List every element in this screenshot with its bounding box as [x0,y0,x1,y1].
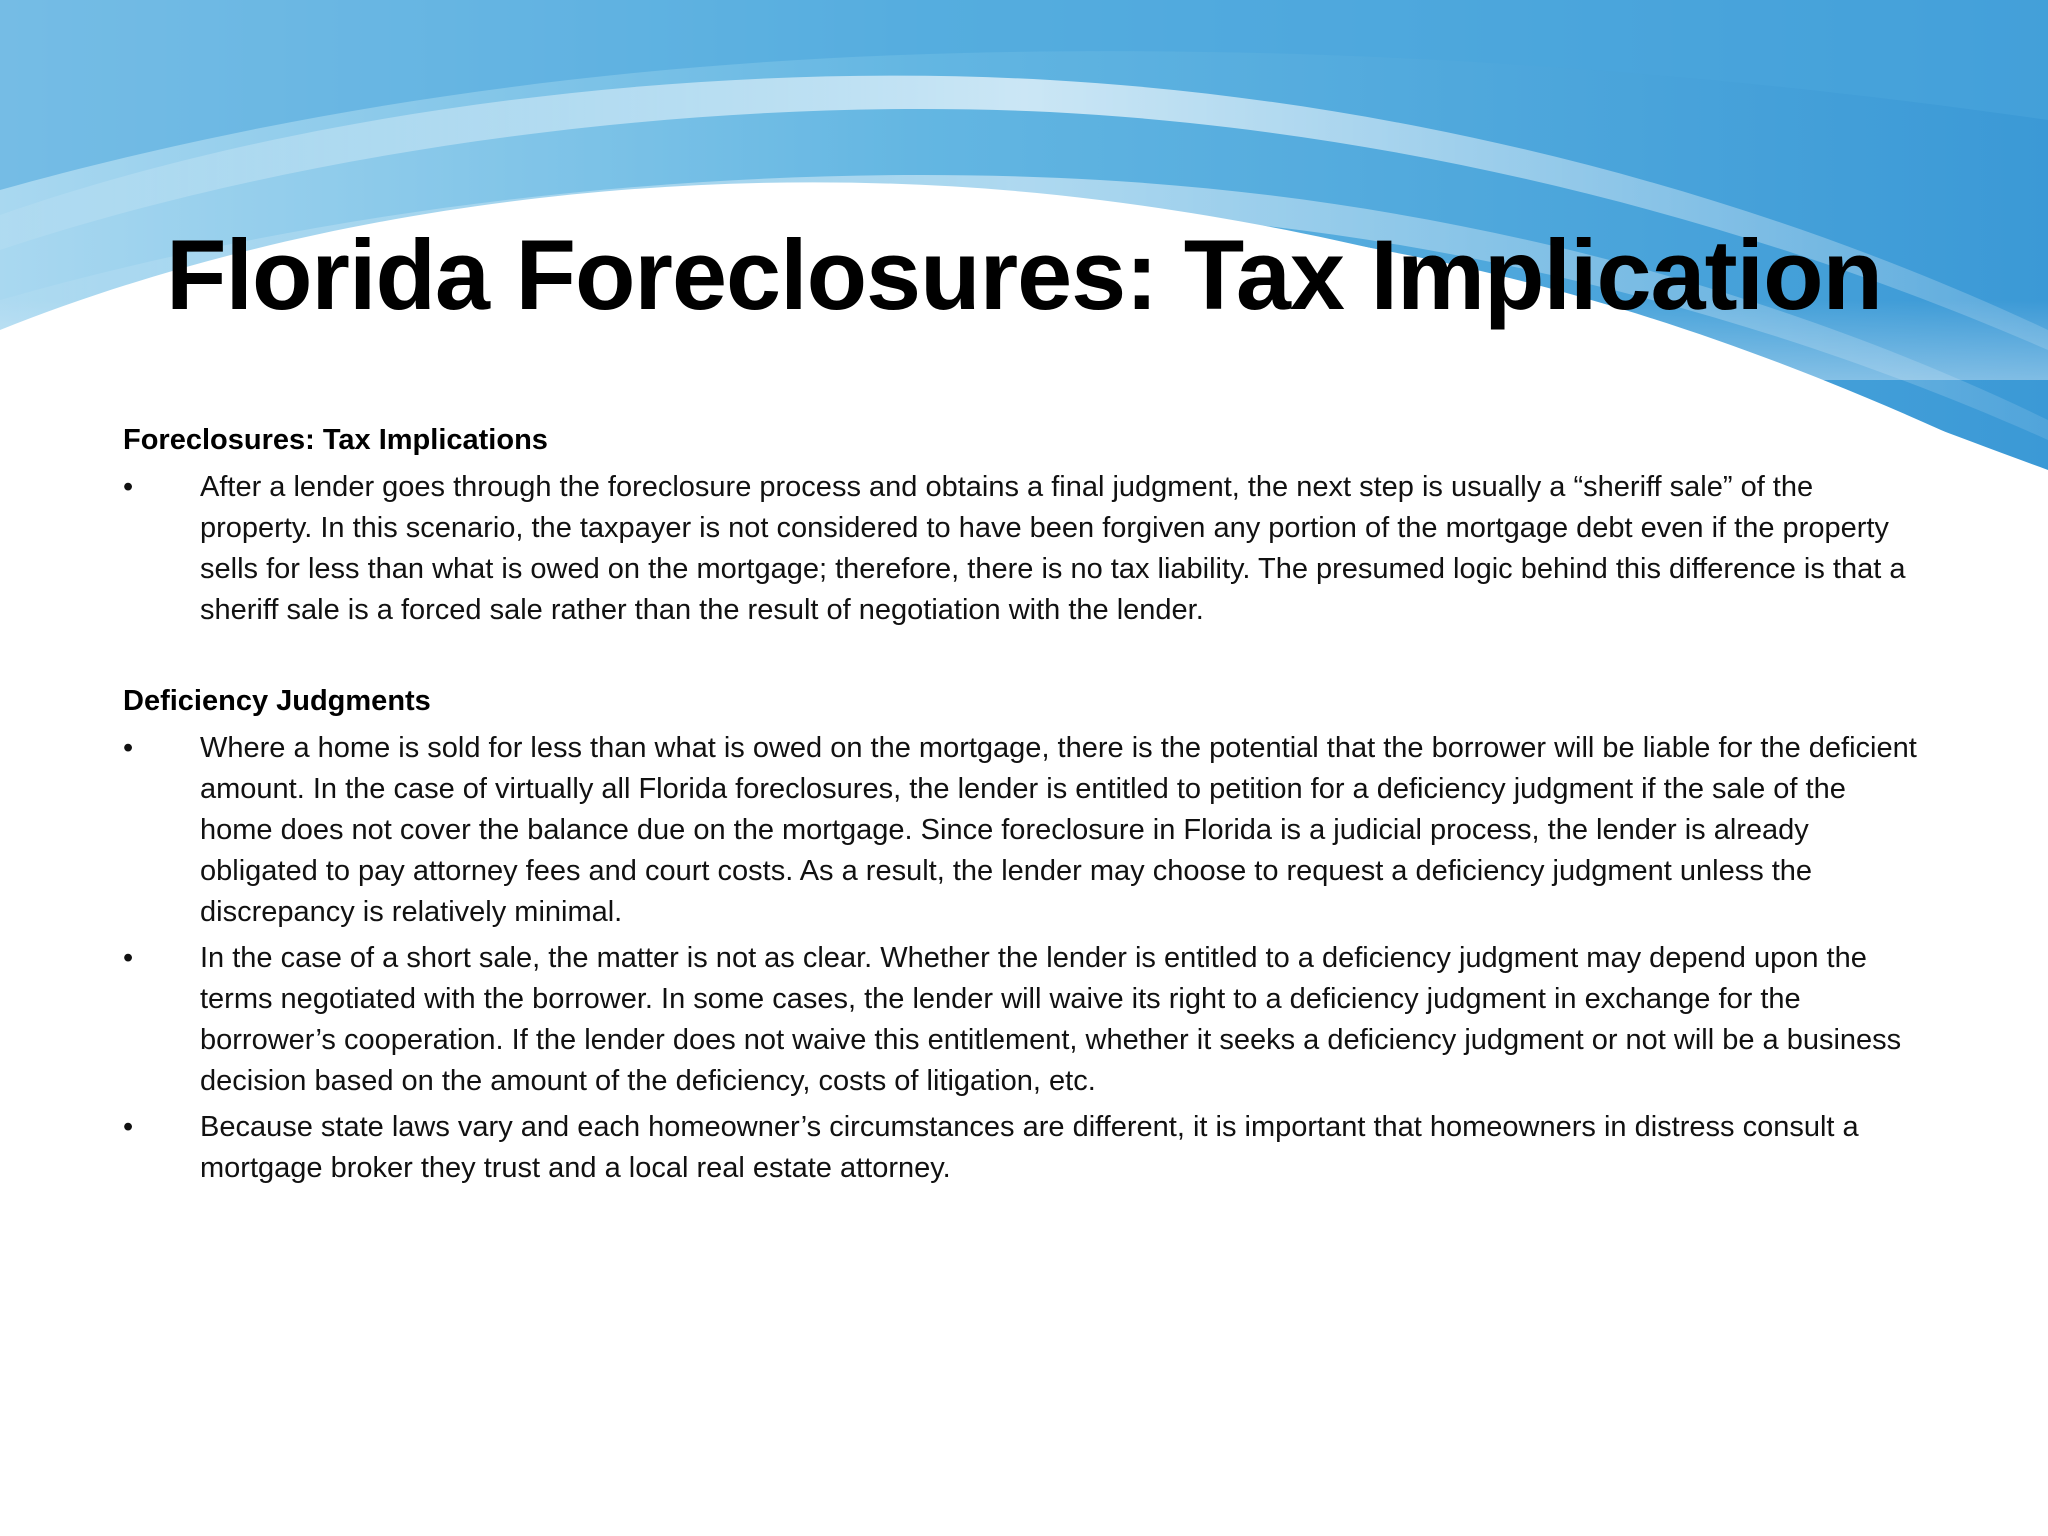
bullet-item [123,467,1923,631]
bullet-text: Because state laws vary and each homeowner’s circumstances are different, it is important that homeowners in distress consult a mortgage broker they trust and a local real estate attorney. [200,1111,1859,1184]
section-heading: Deficiency Judgments [123,685,431,717]
section-deficiency-judgments [123,679,1923,1189]
bullet-list [123,467,1923,631]
bullet-dot-icon: • [123,1111,134,1143]
bullet-text: In the case of a short sale, the matter is not as clear. Whether the lender is entitled to a deficiency judgment may depend upon the terms negotiated with the borrower. In some cases, the lender will waive its right to a deficiency judgment in exchange for the borrower’s cooperation. If the lender does not waive this entitlement, whether it seeks a deficiency judgment or not will be a business decision based on the amount of the deficiency, costs of litigation, etc. [200,942,1902,1097]
bullet-text: Where a home is sold for less than what is owed on the mortgage, there is the potential that the borrower will be liable for the deficient amount. In the case of virtually all Florida foreclosures, the lender is entitled to petition for a deficiency judgment if the sale of the home does not cover the balance due on the mortgage. Since foreclosure in Florida is a judicial process, the lender is already obligated to pay attorney fees and court costs. As a result, the lender may choose to request a deficiency judgment unless the discrepancy is relatively minimal. [200,732,1917,928]
section-heading: Foreclosures: Tax Implications [123,424,548,456]
bullet-text: After a lender goes through the foreclosure process and obtains a final judgment, the next step is usually a “sheriff sale” of the property. In this scenario, the taxpayer is not considered to have been forgiven any portion of the mortgage debt even if the property sells for less than what is owed on the mortgage; therefore, there is no tax liability. The presumed logic behind this difference is that a sheriff sale is a forced sale rather than the result of negotiation with the lender. [200,471,1906,626]
section-foreclosures-tax [123,418,1923,631]
bullet-item [123,728,1923,933]
bullet-item [123,1107,1923,1189]
slide-content [123,418,1923,1189]
bullet-dot-icon: • [123,471,134,503]
bullet-dot-icon: • [123,942,134,974]
bullet-dot-icon: • [123,732,134,764]
slide-title: Florida Foreclosures: Tax Implication [165,219,1883,330]
section-spacer [123,631,1923,679]
bullet-list [123,728,1923,1189]
bullet-item [123,938,1923,1102]
